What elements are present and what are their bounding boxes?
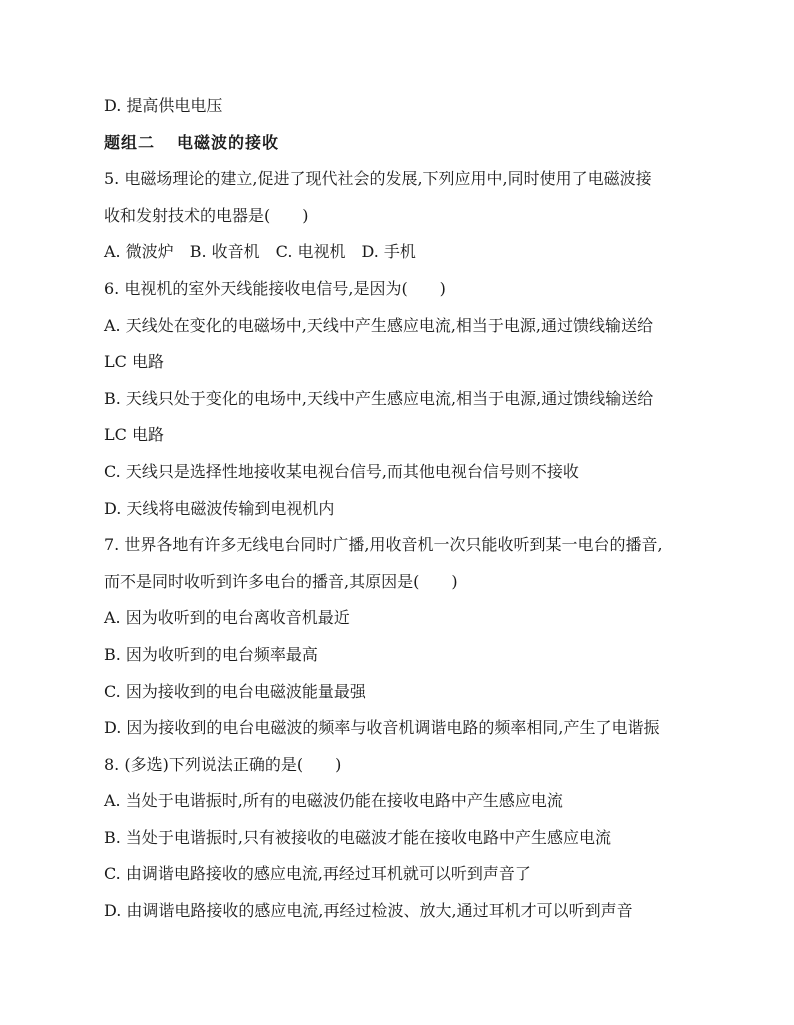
question-6-option-a-line-2: LC 电路 [104,352,164,372]
question-6-option-a-line-1: A. 天线处在变化的电磁场中,天线中产生感应电流,相当于电源,通过馈线输送给 [104,315,653,335]
question-7-line-2: 而不是同时收听到许多电台的播音,其原因是( ) [104,571,458,591]
question-8-option-d: D. 由调谐电路接收的感应电流,再经过检波、放大,通过耳机才可以听到声音 [104,901,633,921]
question-8-option-b: B. 当处于电谐振时,只有被接收的电磁波才能在接收电路中产生感应电流 [104,827,612,847]
section-heading [104,125,704,162]
question-8-option-c: C. 由调谐电路接收的感应电流,再经过耳机就可以听到声音了 [104,864,531,884]
question-5-options: A. 微波炉 B. 收音机 C. 电视机 D. 手机 [104,242,416,262]
question-8-option-a: A. 当处于电谐振时,所有的电磁波仍能在接收电路中产生感应电流 [104,791,563,811]
section-group-label: 题组二 [104,132,156,152]
question-7-option-a: A. 因为收听到的电台离收音机最近 [104,608,350,628]
question-7-option-c: C. 因为接收到的电台电磁波能量最强 [104,681,366,701]
question-5-line-1: 5. 电磁场理论的建立,促进了现代社会的发展,下列应用中,同时使用了电磁波接 [104,169,652,189]
question-8-stem: 8. (多选)下列说法正确的是( ) [104,754,342,774]
question-7-line-1: 7. 世界各地有许多无线电台同时广播,用收音机一次只能收听到某一电台的播音, [104,535,663,555]
question-6-option-b-line-1: B. 天线只处于变化的电场中,天线中产生感应电流,相当于电源,通过馈线输送给 [104,388,654,408]
document-page [104,88,704,930]
question-6-stem: 6. 电视机的室外天线能接收电信号,是因为( ) [104,278,446,298]
question-6-option-c: C. 天线只是选择性地接收某电视台信号,而其他电视台信号则不接收 [104,461,579,481]
question-6-option-d: D. 天线将电磁波传输到电视机内 [104,498,335,518]
section-title: 电磁波的接收 [177,132,280,152]
question-7-option-d: D. 因为接收到的电台电磁波的频率与收音机调谐电路的频率相同,产生了电谐振 [104,718,660,738]
question-5-line-2: 收和发射技术的电器是( ) [104,205,309,225]
question-6-option-b-line-2: LC 电路 [104,425,164,445]
question-7-option-b: B. 因为收听到的电台频率最高 [104,644,318,664]
option-d-q4: D. 提高供电电压 [104,96,223,115]
